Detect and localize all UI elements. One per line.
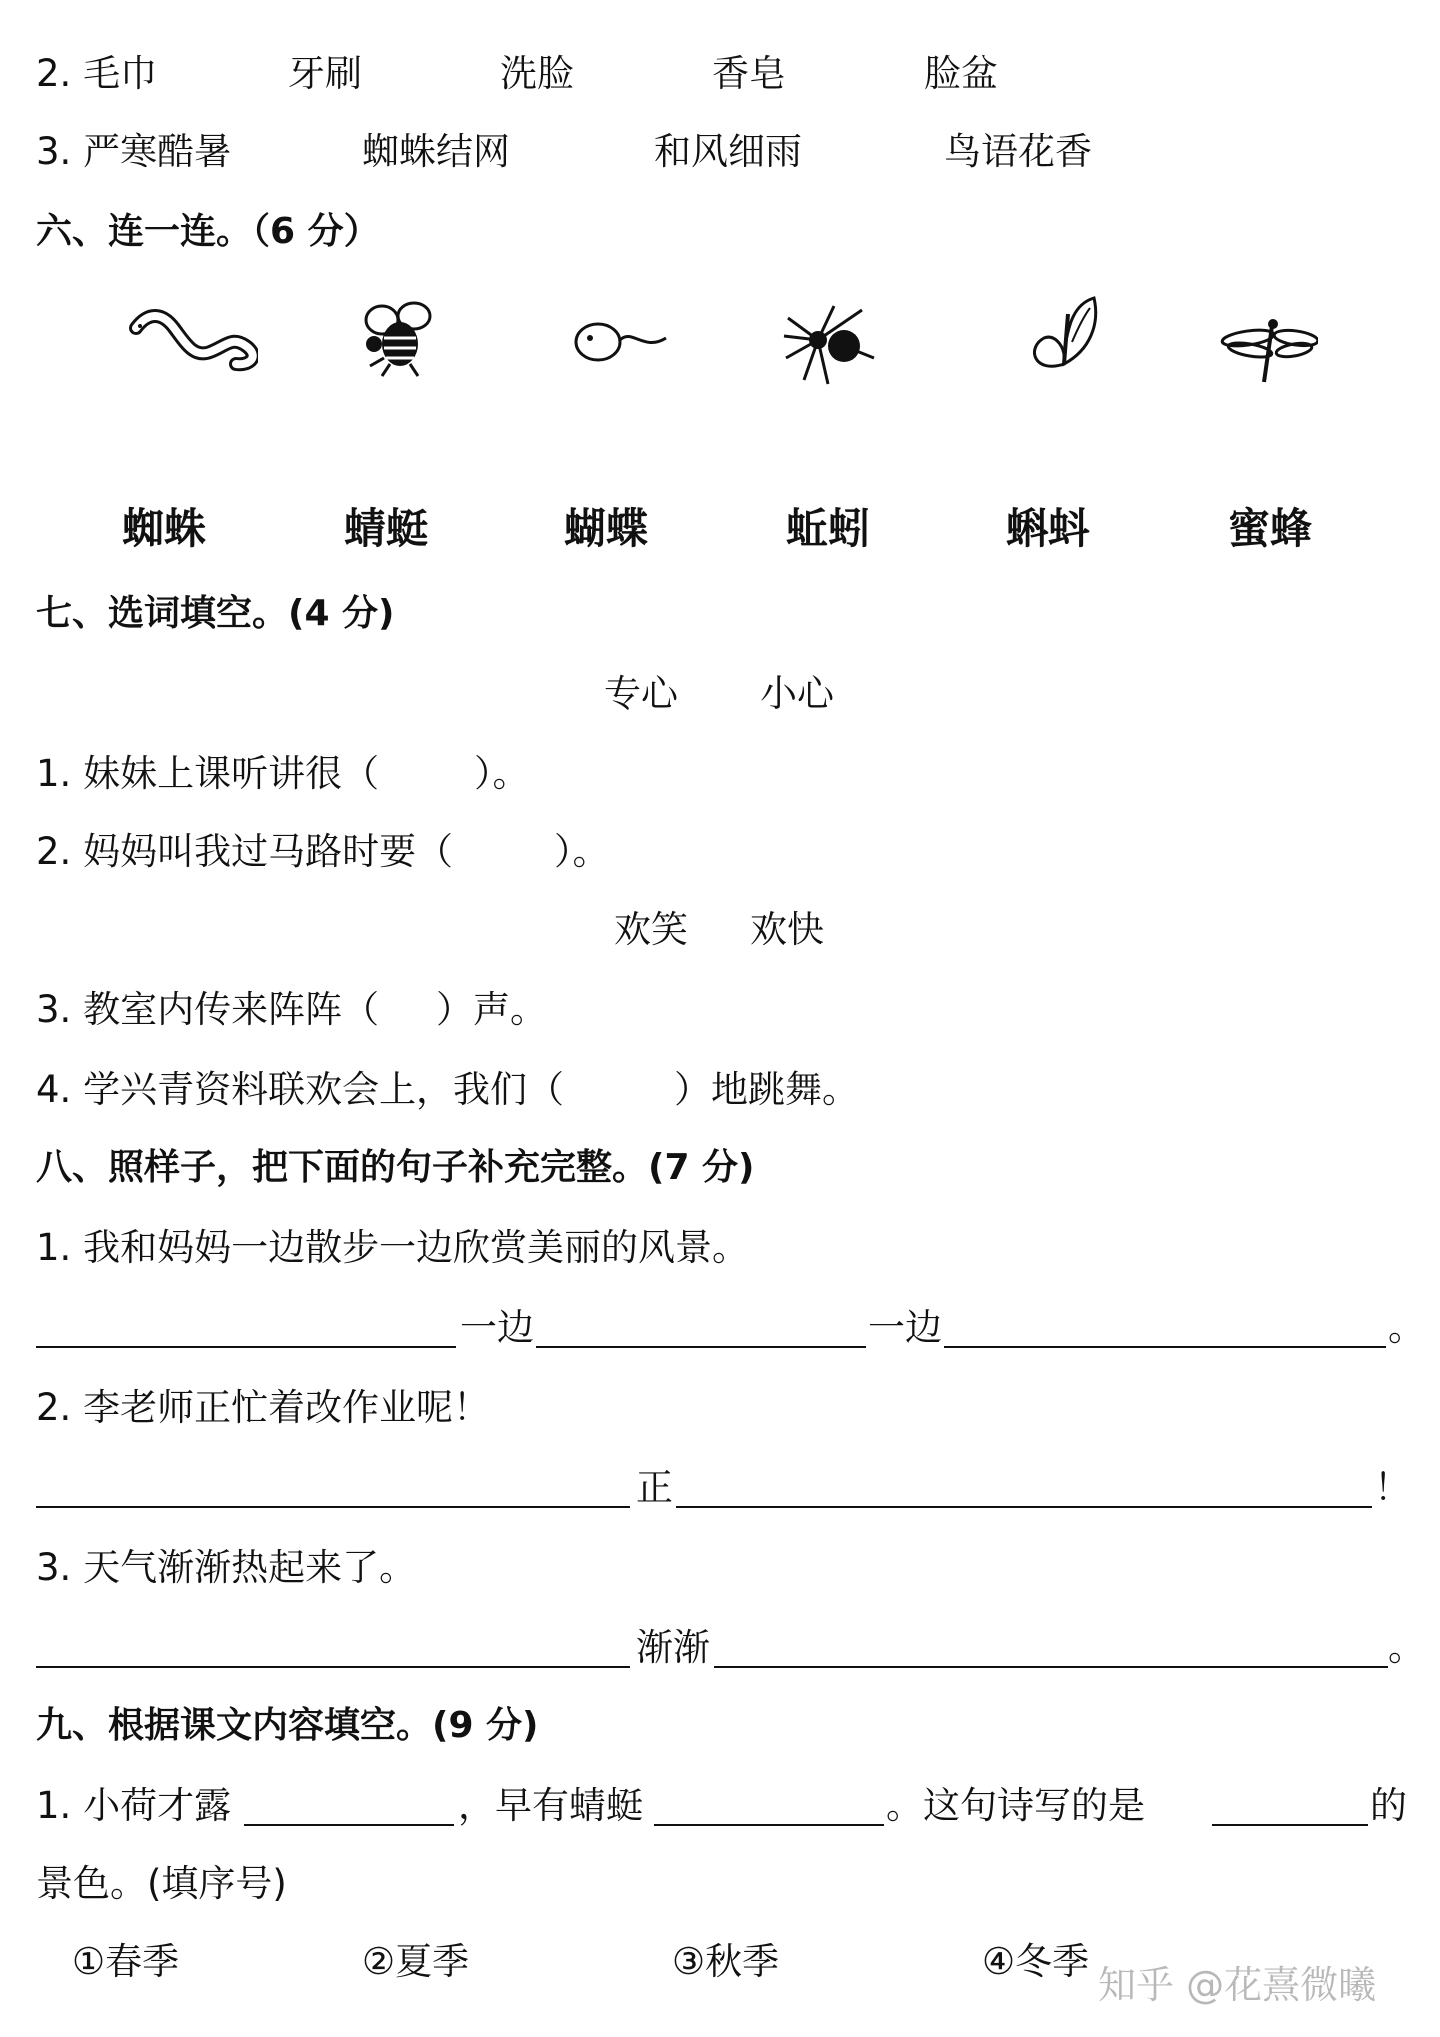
q8-example-2: 2. 李老师正忙着改作业呢！ [36,1386,491,1429]
q9-option: ④冬季 [982,1940,1090,1983]
section-8-heading: 八、照样子，把下面的句子补充完整。(7 分) [36,1147,755,1188]
q8-fill-3-end: 。 [1388,1626,1425,1669]
q8-fill-1-word: 一边 [868,1306,942,1349]
q7-choice: 小心 [760,672,834,715]
q7-sentence-2-end: ）。 [554,830,610,873]
q7-sentence-1: 1. 妹妹上课听讲很（ [36,752,380,795]
q7-sentence-4-end: ）地跳舞。 [674,1068,859,1111]
q8-fill-2-end: ！ [1374,1466,1411,1509]
q9-blank-1[interactable] [244,1824,454,1826]
section-7-heading: 七、选词填空。(4 分) [36,593,395,634]
q9-sentence-1-part: ，早有蜻蜓 [458,1784,643,1827]
q5-item-2-word: 牙刷 [288,52,362,95]
q7-sentence-1-end: ）。 [474,752,530,795]
q8-example-1: 1. 我和妈妈一边散步一边欣赏美丽的风景。 [36,1226,750,1269]
q8-blank-2a[interactable] [36,1506,630,1508]
q8-blank-1c[interactable] [944,1346,1386,1348]
q7-sentence-2: 2. 妈妈叫我过马路时要（ [36,830,454,873]
dragonfly-icon [1218,316,1318,386]
q8-fill-2-word: 正 [636,1466,673,1509]
q9-blank-2[interactable] [654,1824,884,1826]
q7-choice: 专心 [604,672,678,715]
q5-item-2-word: 脸盆 [924,52,998,95]
section-9-heading: 九、根据课文内容填空。(9 分) [36,1705,539,1746]
q9-sentence-1-part: 。这句诗写的是 [886,1784,1145,1827]
q9-option: ②夏季 [362,1940,470,1983]
section-6-heading: 六、连一连。（6 分） [36,211,380,252]
q7-choice: 欢笑 [614,908,688,951]
q8-example-3: 3. 天气渐渐热起来了。 [36,1546,417,1589]
q5-item-3-word: 鸟语花香 [944,130,1092,173]
q9-option: ①春季 [72,1940,180,1983]
q5-item-2-word: 洗脸 [500,52,574,95]
q6-word: 蜘蛛 [122,504,207,553]
q8-fill-1-word: 一边 [460,1306,534,1349]
q8-blank-1b[interactable] [536,1346,866,1348]
q7-sentence-3-end: ）声。 [436,988,547,1031]
q8-blank-3a[interactable] [36,1666,630,1668]
q8-blank-2b[interactable] [676,1506,1372,1508]
tadpole-icon [570,318,670,368]
q8-fill-3-word: 渐渐 [636,1626,710,1669]
q9-sentence-1-part: 的 [1370,1784,1407,1827]
q6-word: 蝴蝶 [564,504,649,553]
q8-blank-3b[interactable] [714,1666,1388,1668]
q9-option: ③秋季 [672,1940,780,1983]
q6-word: 蚯蚓 [786,504,871,553]
q6-word: 蝌蚪 [1006,504,1091,553]
earthworm-icon [128,306,258,376]
q5-item-2-word: 香皂 [712,52,786,95]
q9-sentence-1-part: 1. 小荷才露 [36,1784,232,1827]
q9-sentence-1-cont: 景色。(填序号) [36,1862,287,1905]
watermark: 知乎 @花熹微曦 [1098,1963,1377,2007]
spider-icon [778,300,878,386]
q5-item-3-label: 3. 严寒酷暑 [36,130,232,173]
q9-blank-3[interactable] [1212,1824,1368,1826]
q6-word: 蜜蜂 [1228,504,1313,553]
butterfly-icon [1024,294,1104,380]
q5-item-3-word: 和风细雨 [654,130,802,173]
q7-sentence-4: 4. 学兴青资料联欢会上，我们（ [36,1068,565,1111]
q8-blank-1a[interactable] [36,1346,456,1348]
q5-item-3-word: 蜘蛛结网 [362,130,510,173]
q7-choice: 欢快 [750,908,824,951]
q6-word: 蜻蜓 [344,504,429,553]
q7-sentence-3: 3. 教室内传来阵阵（ [36,988,380,1031]
q8-fill-1-end: 。 [1388,1306,1425,1349]
bee-icon [354,298,444,378]
q5-item-2-label: 2. 毛巾 [36,52,158,95]
